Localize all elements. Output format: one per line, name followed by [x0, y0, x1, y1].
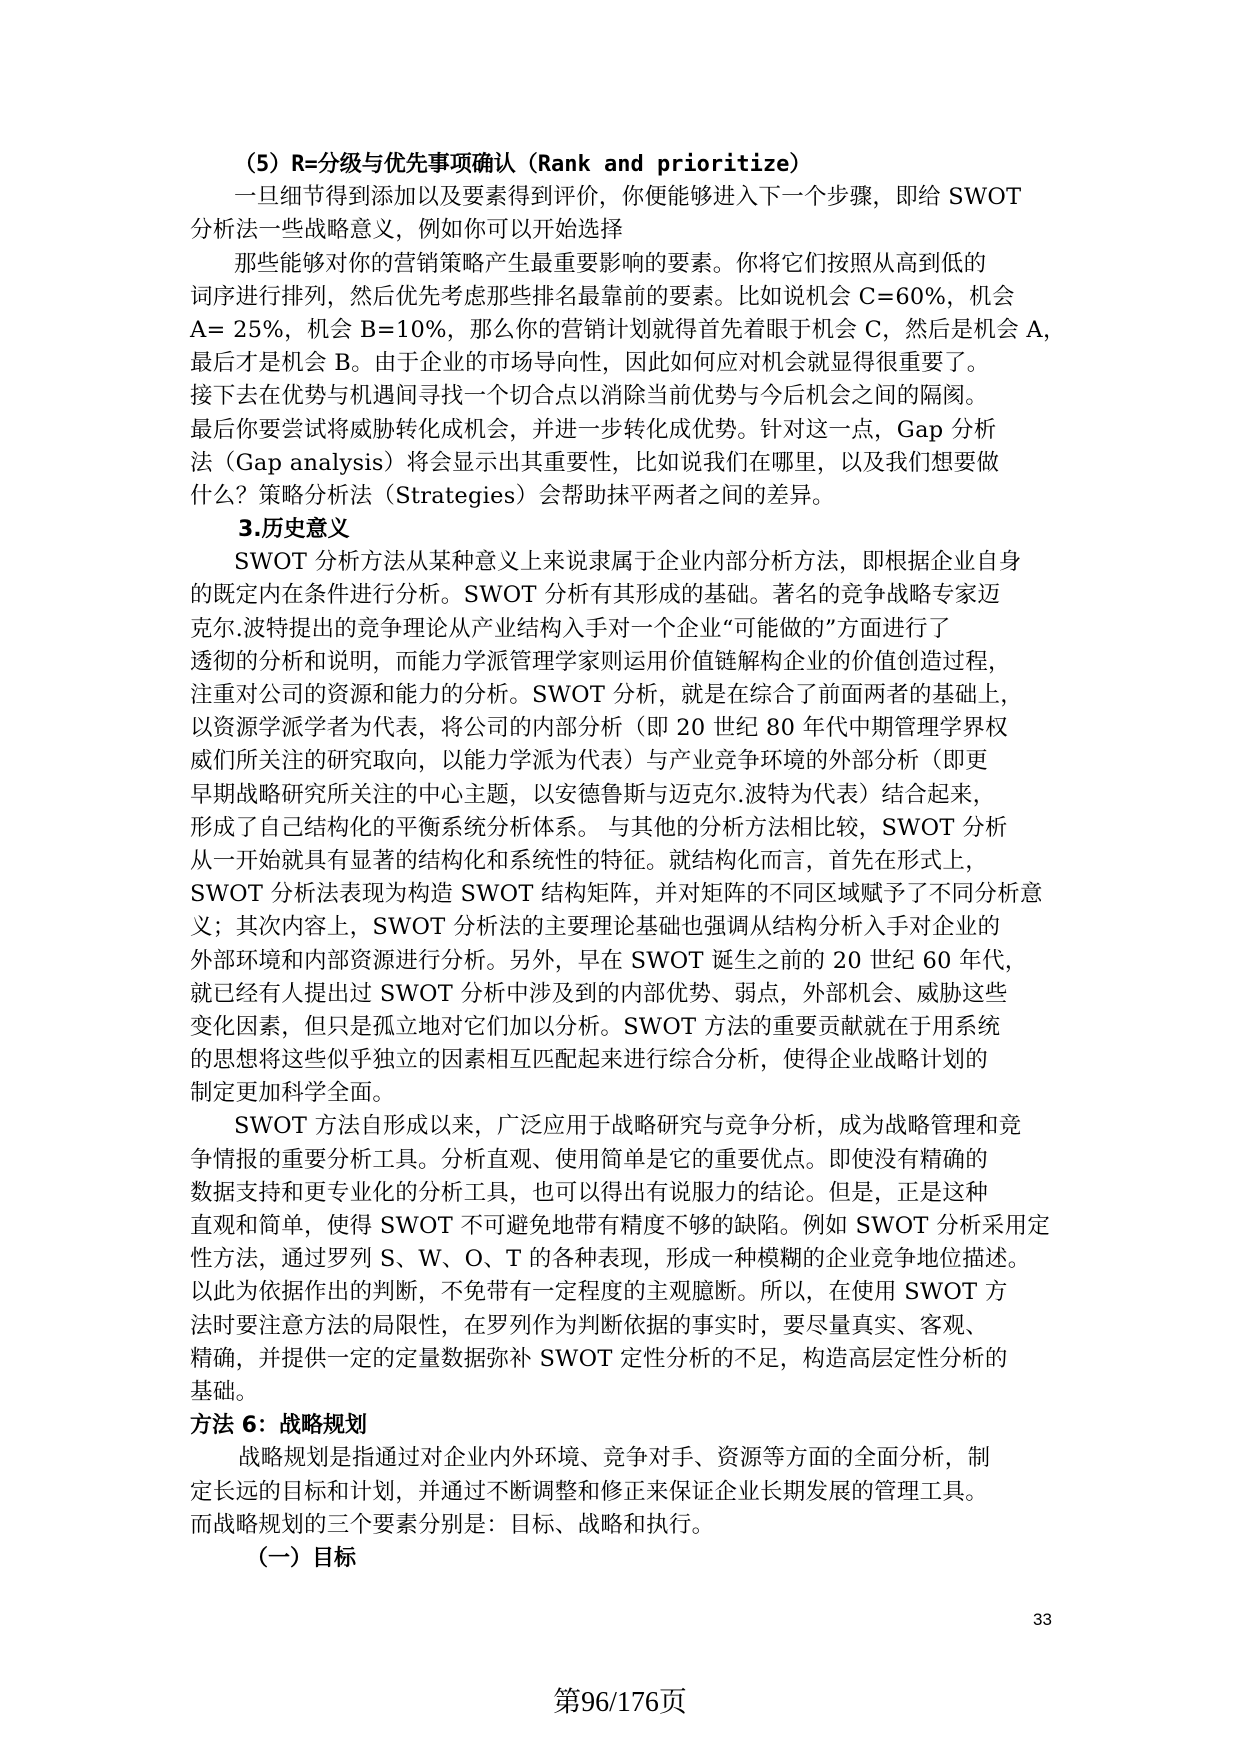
text-line: 义；其次内容上，SWOT 分析法的主要理论基础也强调从结构分析入手对企业的 — [190, 914, 1001, 941]
text-line: 从一开始就具有显著的结构化和系统性的特征。就结构化而言，首先在形式上， — [190, 847, 989, 874]
text-line: 一旦细节得到添加以及要素得到评价，你便能够进入下一个步骤，即给 SWOT — [234, 184, 1022, 211]
text-line: 制定更加科学全面。 — [190, 1080, 396, 1107]
text-line: 法时要注意方法的局限性，在罗列作为判断依据的事实时，要尽量真实、客观、 — [190, 1312, 989, 1339]
text-line: 定长远的目标和计划，并通过不断调整和修正来保证企业长期发展的管理工具。 — [190, 1478, 989, 1505]
paragraph-rank-2 — [190, 248, 1066, 514]
text-line: 基础。 — [190, 1378, 259, 1405]
section-heading-method6: 方法 6：战略规划 — [190, 1413, 367, 1439]
text-line: 威们所关注的研究取向，以能力学派为代表）与产业竞争环境的外部分析（即更 — [190, 748, 989, 775]
document-page — [190, 148, 1066, 1575]
text-line: SWOT 分析方法从某种意义上来说隶属于企业内部分析方法，即根据企业自身 — [234, 549, 1022, 576]
text-line: 接下去在优势与机遇间寻找一个切合点以消除当前优势与今后机会之间的隔阂。 — [190, 383, 989, 410]
text-line: 最后你要尝试将威胁转化成机会，并进一步转化成优势。针对这一点，Gap 分析 — [190, 416, 997, 443]
text-line: 的既定内在条件进行分析。SWOT 分析有其形成的基础。著名的竞争战略专家迈 — [190, 582, 1001, 609]
text-line: 注重对公司的资源和能力的分析。SWOT 分析，就是在综合了前面两者的基础上， — [190, 682, 1024, 708]
text-line: 以资源学派学者为代表，将公司的内部分析（即 20 世纪 80 年代中期管理学界权 — [190, 715, 1008, 742]
paragraph-rank-1 — [190, 181, 1056, 247]
text-line: 变化因素，但只是孤立地对它们加以分析。SWOT 方法的重要贡献就在于用系统 — [190, 1013, 1001, 1040]
text-line: 争情报的重要分析工具。分析直观、使用简单是它的重要优点。即使没有精确的 — [190, 1146, 989, 1173]
section-heading-goal: （一）目标 — [246, 1545, 357, 1571]
text-line: 精确，并提供一定的定量数据弥补 SWOT 定性分析的不足，构造高层定性分析的 — [190, 1345, 1008, 1372]
text-line: 战略规划是指通过对企业内外环境、竞争对手、资源等方面的全面分析，制 — [238, 1445, 991, 1472]
text-line: 数据支持和更专业化的分析工具，也可以得出有说服力的结论。但是，正是这种 — [190, 1179, 989, 1206]
text-line: 形成了自己结构化的平衡系统分析体系。 与其他的分析方法相比较，SWOT 分析 — [190, 814, 1008, 841]
text-line: 就已经有人提出过 SWOT 分析中涉及到的内部优势、弱点，外部机会、威胁这些 — [190, 980, 1008, 1007]
section-heading-history: 3.历史意义 — [238, 517, 350, 543]
paragraph-method6 — [190, 1442, 1056, 1542]
text-line: 词序进行排列，然后优先考虑那些排名最靠前的要素。比如说机会 C=60%，机会 — [190, 283, 1015, 310]
page-number: 33 — [1033, 1610, 1052, 1629]
text-line: 性方法，通过罗列 S、W、O、T 的各种表现，形成一种模糊的企业竞争地位描述。 — [190, 1246, 1031, 1273]
text-line: 直观和简单，使得 SWOT 不可避免地带有精度不够的缺陷。例如 SWOT 分析采用定 — [190, 1213, 1051, 1239]
text-line: 而战略规划的三个要素分别是：目标、战略和执行。 — [190, 1511, 715, 1538]
page-footer: 第96/176页 — [553, 1687, 687, 1718]
text-line: SWOT 分析法表现为构造 SWOT 结构矩阵，并对矩阵的不同区域赋予了不同分析意 — [190, 881, 1043, 908]
text-line: 透彻的分析和说明，而能力学派管理学家则运用价值链解构企业的价值创造过程， — [190, 648, 1011, 675]
text-line: 最后才是机会 B。由于企业的市场导向性，因此如何应对机会就显得很重要了。 — [190, 350, 990, 377]
text-line: 那些能够对你的营销策略产生最重要影响的要素。你将它们按照从高到低的 — [234, 250, 987, 277]
text-line: A= 25%，机会 B=10%，那么你的营销计划就得首先着眼于机会 C，然后是机会 A， — [190, 316, 1066, 343]
text-line: 什么？策略分析法（Strategies）会帮助抹平两者之间的差异。 — [190, 482, 835, 509]
text-line: SWOT 方法自形成以来，广泛应用于战略研究与竞争分析，成为战略管理和竞 — [234, 1113, 1022, 1140]
text-line: 的思想将这些似乎独立的因素相互匹配起来进行综合分析，使得企业战略计划的 — [190, 1047, 989, 1074]
text-line: 外部环境和内部资源进行分析。另外，早在 SWOT 诞生之前的 20 世纪 60 年代， — [190, 947, 1028, 974]
text-line: 分析法一些战略意义，例如你可以开始选择 — [190, 217, 624, 244]
paragraph-history-2 — [190, 1110, 1056, 1409]
section-heading-rank: （5）R=分级与优先事项确认（Rank and prioritize） — [234, 152, 812, 177]
text-line: 早期战略研究所关注的中心主题，以安德鲁斯与迈克尔.波特为代表）结合起来， — [190, 781, 996, 808]
paragraph-history-1 — [190, 546, 1056, 1110]
text-line: 法（Gap analysis）将会显示出其重要性，比如说我们在哪里，以及我们想要做 — [190, 449, 1000, 476]
text-line: 以此为依据作出的判断，不免带有一定程度的主观臆断。所以，在使用 SWOT 方 — [190, 1279, 1008, 1306]
text-line: 克尔.波特提出的竞争理论从产业结构入手对一个企业“可能做的”方面进行了 — [190, 615, 951, 642]
